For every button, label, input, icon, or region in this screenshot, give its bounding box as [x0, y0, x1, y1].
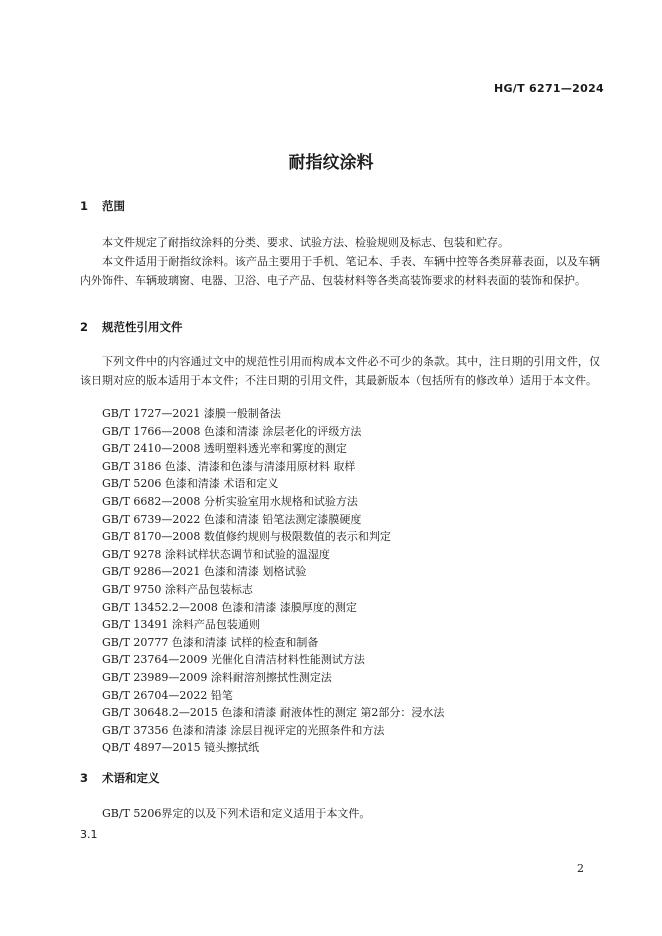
reference-item: GB/T 9286—2021 色漆和清漆 划格试验 — [102, 565, 307, 579]
reference-item: GB/T 9278 涂料试样状态调节和试验的温湿度 — [102, 547, 330, 561]
document-title: 耐指纹涂料 — [288, 153, 374, 173]
scope-paragraph-1: 本文件规定了耐指纹涂料的分类、要求、试验方法、检验规则及标志、包装和贮存。 — [102, 236, 509, 249]
reference-item: GB/T 1766—2008 色漆和清漆 涂层老化的评级方法 — [102, 424, 362, 438]
terms-intro: GB/T 5206界定的以及下列术语和定义适用于本文件。 — [102, 807, 371, 820]
reference-item: GB/T 5206 色漆和清漆 术语和定义 — [102, 477, 279, 491]
reference-item: GB/T 23989—2009 涂料耐溶剂擦拭性测定法 — [102, 670, 332, 684]
subclause-number: 3.1 — [80, 828, 98, 841]
section-number: 3 — [80, 771, 89, 785]
section-number: 2 — [80, 320, 89, 334]
section-title: 术语和定义 — [102, 771, 160, 785]
reference-item: GB/T 26704—2022 铅笔 — [102, 688, 233, 702]
reference-item: GB/T 9750 涂料产品包装标志 — [102, 582, 253, 596]
reference-item: GB/T 13491 涂料产品包装通则 — [102, 618, 260, 632]
reference-item: GB/T 23764—2009 光催化自清洁材料性能测试方法 — [102, 653, 365, 667]
reference-item: GB/T 8170—2008 数值修约规则与极限数值的表示和判定 — [102, 530, 391, 544]
reference-item: GB/T 37356 色漆和清漆 涂层目视评定的光照条件和方法 — [102, 723, 385, 737]
section-heading-normative — [80, 319, 183, 335]
section-number: 1 — [80, 199, 89, 213]
reference-item: QB/T 4897—2015 镜头擦拭纸 — [102, 741, 260, 755]
section-title: 规范性引用文件 — [102, 320, 183, 334]
section-title: 范围 — [102, 199, 126, 213]
reference-item: GB/T 1727—2021 漆膜一般制备法 — [102, 407, 281, 420]
page-number: 2 — [577, 862, 584, 875]
reference-item: GB/T 6682—2008 分析实验室用水规格和试验方法 — [102, 494, 358, 508]
reference-list — [102, 405, 444, 757]
normative-intro: 下列文件中的内容通过文中的规范性引用而构成本文件必不可少的条款。其中，注日期的引用文件，仅该日期对应的版本适用于本文件；不注日期的引用文件，其最新版本（包括所有的修改单）适用于本文件。 — [80, 355, 600, 387]
reference-item: GB/T 6739—2022 色漆和清漆 铅笔法测定漆膜硬度 — [102, 512, 362, 526]
reference-item: GB/T 20777 色漆和清漆 试样的检查和制备 — [102, 635, 319, 649]
scope-paragraph-2: 本文件适用于耐指纹涂料。该产品主要用于手机、笔记本、手表、车辆中控等各类屏幕表面，以及车辆内外饰件、车辆玻璃窗、电器、卫浴、电子产品、包装材料等各类高装饰要求的材料表面的装饰和保护。 — [80, 255, 600, 287]
reference-item: GB/T 3186 色漆、清漆和色漆与清漆用原材料 取样 — [102, 459, 356, 473]
reference-item: GB/T 2410—2008 透明塑料透光率和雾度的测定 — [102, 442, 347, 456]
section-heading-scope — [80, 198, 125, 214]
reference-item: GB/T 30648.2—2015 色漆和清漆 耐液体性的测定 第2部分：浸水法 — [102, 706, 445, 720]
standard-number: HG/T 6271—2024 — [493, 82, 604, 95]
reference-item: GB/T 13452.2—2008 色漆和清漆 漆膜厚度的测定 — [102, 600, 357, 614]
section-heading-terms — [80, 770, 160, 786]
